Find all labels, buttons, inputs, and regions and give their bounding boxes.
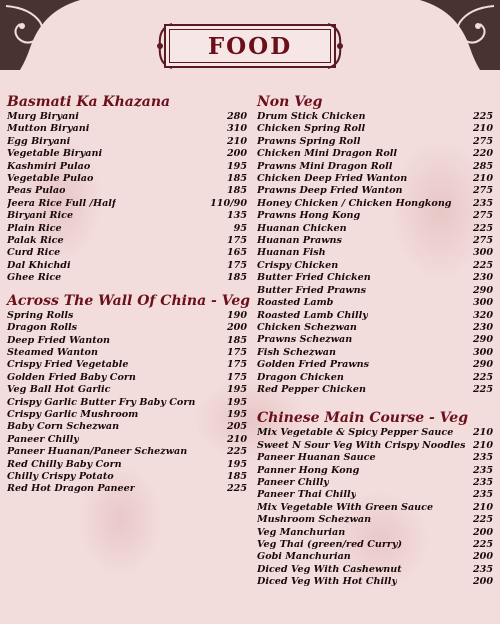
menu-item-name: Prawns Spring Roll xyxy=(257,135,361,147)
section-title: Chinese Main Course - Veg xyxy=(257,410,468,427)
menu-item-price: 225 xyxy=(472,383,493,395)
menu-item xyxy=(7,459,247,471)
menu-item-price: 210 xyxy=(226,135,247,147)
menu-item-name: Veg Ball Hot Garlic xyxy=(7,384,111,396)
menu-item-price: 275 xyxy=(472,135,493,147)
menu-item-name: Ghee Rice xyxy=(7,272,62,284)
menu-item-name: Paneer Huanan Sauce xyxy=(257,452,376,464)
menu-item-price: 230 xyxy=(472,272,493,284)
menu-item-price: 185 xyxy=(226,470,247,482)
menu-item-name: Mutton Biryani xyxy=(7,123,90,135)
menu-item-price: 285 xyxy=(472,160,493,172)
menu-item xyxy=(257,372,493,384)
menu-item-name: Diced Veg With Cashewnut xyxy=(257,563,402,575)
item-list xyxy=(257,427,493,588)
menu-item-price: 165 xyxy=(226,247,247,259)
title-banner xyxy=(154,18,346,74)
menu-item-name: Roasted Lamb xyxy=(257,297,334,309)
menu-item-price: 225 xyxy=(472,259,493,271)
menu-item-price: 290 xyxy=(472,359,493,371)
menu-item-price: 230 xyxy=(472,321,493,333)
menu-item xyxy=(257,285,493,297)
menu-item-name: Veg Manchurian xyxy=(257,526,346,538)
menu-item xyxy=(257,123,493,135)
menu-item-price: 135 xyxy=(226,210,247,222)
menu-item-name: Paneer Thai Chilly xyxy=(257,489,357,501)
menu-item-name: Prawns Schezwan xyxy=(257,334,353,346)
menu-item-price: 175 xyxy=(226,359,247,371)
menu-item-price: 95 xyxy=(233,222,247,234)
menu-item xyxy=(257,440,493,452)
menu-item-price: 195 xyxy=(226,384,247,396)
corner-ornament-icon xyxy=(420,0,500,70)
menu-item xyxy=(7,347,247,359)
menu-item-name: Chicken Schezwan xyxy=(257,321,357,333)
menu-item-name: Gobi Manchurian xyxy=(257,551,351,563)
menu-item xyxy=(7,247,247,259)
menu-item-name: Vegetable Pulao xyxy=(7,173,94,185)
menu-item xyxy=(257,359,493,371)
menu-item-name: Huanan Chicken xyxy=(257,222,347,234)
menu-item xyxy=(257,310,493,322)
title-box xyxy=(164,24,336,68)
menu-item xyxy=(257,173,493,185)
menu-item xyxy=(257,527,493,539)
menu-item-price: 210 xyxy=(472,123,493,135)
menu-item-price: 275 xyxy=(472,185,493,197)
item-list xyxy=(7,310,247,496)
menu-item-price: 225 xyxy=(226,446,247,458)
menu-item-name: Chilly Crispy Potato xyxy=(7,470,114,482)
menu-item xyxy=(257,539,493,551)
menu-item xyxy=(257,576,493,588)
menu-item xyxy=(257,427,493,439)
menu-item-price: 200 xyxy=(472,551,493,563)
menu-item-name: Honey Chicken / Chicken Hongkong xyxy=(257,197,452,209)
menu-item-name: Curd Rice xyxy=(7,247,61,259)
menu-item xyxy=(7,210,247,222)
section-title: Basmati Ka Khazana xyxy=(7,94,171,110)
section-china-veg xyxy=(7,292,251,496)
menu-item-name: Crispy Garlic Mushroom xyxy=(7,408,139,420)
menu-item xyxy=(257,185,493,197)
menu-item-price: 290 xyxy=(472,284,493,296)
menu-item-name: Palak Rice xyxy=(7,235,64,247)
menu-item xyxy=(7,223,247,235)
menu-item-name: Baby Corn Schezwan xyxy=(7,421,120,433)
menu-item-name: Mix Vegetable & Spicy Pepper Sauce xyxy=(257,427,454,439)
section-chinese-main-veg xyxy=(257,410,493,588)
menu-item-price: 290 xyxy=(472,334,493,346)
menu-item-name: Paneer Huanan/Paneer Schezwan xyxy=(7,446,188,458)
menu-item xyxy=(257,136,493,148)
menu-item-price: 235 xyxy=(472,476,493,488)
menu-item-price: 200 xyxy=(472,526,493,538)
menu-item-price: 195 xyxy=(226,408,247,420)
menu-item-name: Paneer Chilly xyxy=(257,476,329,488)
menu-item-name: Prawns Hong Kong xyxy=(257,210,361,222)
menu-item-name: Prawns Deep Fried Wanton xyxy=(257,185,403,197)
menu-item-price: 200 xyxy=(226,322,247,334)
menu-item-price: 200 xyxy=(226,148,247,160)
menu-item-name: Kashmiri Pulao xyxy=(7,160,91,172)
menu-item xyxy=(7,384,247,396)
menu-item-price: 320 xyxy=(472,309,493,321)
menu-item xyxy=(7,421,247,433)
menu-item xyxy=(257,260,493,272)
menu-item-price: 205 xyxy=(226,421,247,433)
menu-item xyxy=(257,210,493,222)
menu-item-name: Spring Rolls xyxy=(7,309,74,321)
menu-item-price: 220 xyxy=(472,148,493,160)
menu-item-name: Jeera Rice Full /Half xyxy=(7,197,117,209)
menu-item xyxy=(7,136,247,148)
menu-item-price: 300 xyxy=(472,247,493,259)
menu-item-name: Veg Thai (green/red Curry) xyxy=(257,539,403,550)
menu-item-name: Butter Fried Chicken xyxy=(257,272,371,284)
menu-item xyxy=(257,551,493,563)
menu-item-name: Butter Fried Prawns xyxy=(257,284,367,296)
menu-item-name: Vegetable Biryani xyxy=(7,148,103,160)
section-title: Non Veg xyxy=(257,94,323,110)
menu-item-name: Diced Veg With Hot Chilly xyxy=(257,576,398,588)
menu-item-price: 225 xyxy=(226,483,247,495)
corner-ornament-icon xyxy=(0,0,80,70)
menu-item xyxy=(7,372,247,384)
menu-item xyxy=(257,235,493,247)
menu-item-price: 225 xyxy=(472,222,493,234)
menu-item-price: 195 xyxy=(226,458,247,470)
menu-item xyxy=(7,409,247,421)
menu-item xyxy=(257,489,493,501)
menu-item xyxy=(7,173,247,185)
menu-item-price: 195 xyxy=(226,160,247,172)
menu-item-name: Golden Fried Prawns xyxy=(257,359,369,371)
menu-item xyxy=(7,322,247,334)
menu-item-price: 175 xyxy=(226,371,247,383)
menu-item xyxy=(257,514,493,526)
menu-item-name: Chicken Mini Dragon Roll xyxy=(257,148,398,160)
menu-item xyxy=(7,335,247,347)
menu-item-name: Peas Pulao xyxy=(7,185,66,197)
menu-item-price: 235 xyxy=(472,464,493,476)
menu-item xyxy=(7,148,247,160)
menu-item-price: 200 xyxy=(472,576,493,588)
menu-item-price: 225 xyxy=(472,111,493,122)
menu-item-price: 275 xyxy=(472,210,493,222)
menu-item xyxy=(257,111,493,123)
menu-item-name: Fish Schezwan xyxy=(257,346,336,358)
menu-item-price: 235 xyxy=(472,452,493,464)
menu-item xyxy=(257,502,493,514)
menu-item-price: 185 xyxy=(226,272,247,284)
menu-item-name: Dal Khichdi xyxy=(7,259,71,271)
menu-item-price: 195 xyxy=(226,396,247,408)
menu-item-name: Roasted Lamb Chilly xyxy=(257,309,368,321)
menu-item-name: Biryani Rice xyxy=(7,210,74,222)
menu-item-name: Dragon Rolls xyxy=(7,322,78,334)
menu-item xyxy=(7,272,247,284)
menu-item-name: Chicken Spring Roll xyxy=(257,123,366,135)
menu-item-price: 190 xyxy=(226,309,247,321)
menu-item xyxy=(7,397,247,409)
menu-item-name: Huanan Prawns xyxy=(257,235,342,247)
menu-item-name: Murg Biryani xyxy=(7,111,79,122)
section-basmati xyxy=(7,94,247,285)
menu-item-name: Panner Hong Kong xyxy=(257,464,360,476)
menu-item-name: Crispy Fried Vegetable xyxy=(7,359,129,371)
menu-item-name: Red Hot Dragon Paneer xyxy=(7,483,135,495)
menu-item xyxy=(7,111,247,123)
menu-item-price: 210 xyxy=(472,427,493,439)
page-title: FOOD xyxy=(207,32,293,60)
menu-item xyxy=(7,198,247,210)
menu-item-name: Red Chilly Baby Corn xyxy=(7,458,122,470)
menu-item-price: 225 xyxy=(472,539,493,550)
menu-item-name: Red Pepper Chicken xyxy=(257,383,366,395)
menu-item xyxy=(257,347,493,359)
menu-item xyxy=(257,198,493,210)
menu-item-price: 235 xyxy=(472,197,493,209)
menu-item-name: Plain Rice xyxy=(7,222,62,234)
left-column xyxy=(7,94,251,504)
menu-item-name: Paneer Chilly xyxy=(7,433,79,445)
menu-item xyxy=(257,161,493,173)
menu-item-price: 210 xyxy=(472,501,493,513)
title-ornament-icon xyxy=(326,18,346,74)
item-list xyxy=(257,111,493,396)
right-column xyxy=(257,94,493,597)
menu-item-name: Golden Fried Baby Corn xyxy=(7,371,136,383)
menu-item xyxy=(257,384,493,396)
menu-item xyxy=(257,452,493,464)
menu-item xyxy=(257,148,493,160)
menu-item xyxy=(257,247,493,259)
menu-item-name: Steamed Wanton xyxy=(7,346,98,358)
section-title: Across The Wall Of China - Veg xyxy=(7,292,251,309)
menu-item xyxy=(7,483,247,495)
menu-item-name: Huanan Fish xyxy=(257,247,326,259)
menu-item-price: 300 xyxy=(472,346,493,358)
menu-item xyxy=(257,465,493,477)
menu-item xyxy=(257,297,493,309)
menu-item-price: 185 xyxy=(226,173,247,185)
menu-item-price: 280 xyxy=(226,111,247,122)
menu-item-name: Dragon Chicken xyxy=(257,371,344,383)
menu-item xyxy=(257,272,493,284)
menu-item-name: Prawns Mini Dragon Roll xyxy=(257,160,393,172)
menu-item xyxy=(257,334,493,346)
menu-item-name: Mix Vegetable With Green Sauce xyxy=(257,501,434,513)
menu-item-price: 310 xyxy=(226,123,247,135)
menu-item-price: 235 xyxy=(472,489,493,501)
section-non-veg xyxy=(257,94,493,396)
menu-item-price: 110/90 xyxy=(210,197,247,209)
menu-item-price: 185 xyxy=(226,334,247,346)
menu-item xyxy=(7,434,247,446)
menu-item xyxy=(7,123,247,135)
menu-item-name: Crispy Chicken xyxy=(257,259,339,271)
menu-item-price: 300 xyxy=(472,297,493,309)
menu-item-price: 185 xyxy=(226,185,247,197)
menu-item xyxy=(7,359,247,371)
item-list xyxy=(7,111,247,285)
menu-item-price: 210 xyxy=(472,173,493,185)
menu-item-name: Deep Fried Wanton xyxy=(7,334,111,346)
menu-item-price: 175 xyxy=(226,346,247,358)
menu-item-name: Egg Biryani xyxy=(7,135,71,147)
menu-item xyxy=(7,260,247,272)
menu-item xyxy=(7,185,247,197)
menu-item-price: 225 xyxy=(472,514,493,526)
menu-item-name: Crispy Garlic Butter Fry Baby Corn xyxy=(7,396,196,408)
menu-item xyxy=(257,477,493,489)
menu-item xyxy=(7,161,247,173)
menu-item-price: 210 xyxy=(226,433,247,445)
menu-item-price: 175 xyxy=(226,259,247,271)
menu-item-price: 235 xyxy=(472,563,493,575)
menu-item-name: Mushroom Schezwan xyxy=(257,514,372,526)
menu-item-price: 225 xyxy=(472,371,493,383)
menu-item xyxy=(257,564,493,576)
menu-item-price: 175 xyxy=(226,235,247,247)
menu-item xyxy=(257,223,493,235)
menu-item xyxy=(7,235,247,247)
menu-item-name: Sweet N Sour Veg With Crispy Noodles xyxy=(257,439,466,451)
menu-item xyxy=(7,446,247,458)
menu-item-name: Drum Stick Chicken xyxy=(257,111,366,122)
menu-item xyxy=(257,322,493,334)
menu-item-price: 275 xyxy=(472,235,493,247)
menu-item-price: 210 xyxy=(472,439,493,451)
menu-item xyxy=(7,471,247,483)
menu-item-name: Chicken Deep Fried Wanton xyxy=(257,173,408,185)
menu-item xyxy=(7,310,247,322)
